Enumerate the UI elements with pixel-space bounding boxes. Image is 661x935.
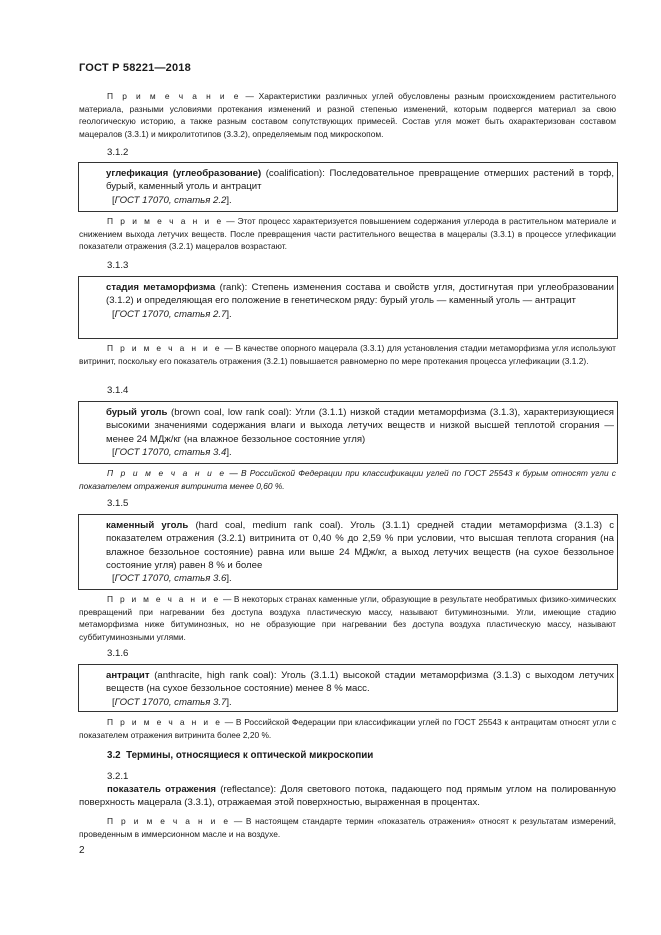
term-box (78, 514, 618, 590)
note-paragraph (79, 342, 616, 367)
note-text: — В Российской Федерации при классификации углей по ГОСТ 25543 к антрацитам относят угли с показателем отражения витринита более 2,20 %. (79, 717, 617, 740)
note-paragraph (79, 815, 616, 840)
term-text: (reflectance): Доля светового потока, падающего под прямым углом на полированную поверхность мацерала (3.3.1), отражаемая этой поверхностью, выраженная в процентах. (79, 784, 616, 809)
reference-text: ГОСТ 17070, статья 3.4 (114, 446, 227, 458)
note-paragraph (79, 716, 616, 741)
term-box (78, 401, 618, 464)
note-text: — В Российской Федерации при классификации углей по ГОСТ 25543 к бурым относят угли с показателем отражения витринита менее 0,60 %. (79, 468, 616, 491)
term-definition (82, 519, 614, 572)
note-text: — Характеристики различных углей обусловлены разным происхождением растительного материала, разными условиями протекания изменений и разной степенью изменений, которым подвергся материал за свою геологическую историю, а также разным составом сопутствующих примесей. Состав угля может быть охарактеризован составом мацералов (3.3.1) и микролитотипов (3.3.2), определяемым под микроскопом. (79, 91, 616, 139)
term-box (78, 162, 618, 212)
note-label: П р и м е ч а н и е (107, 468, 227, 478)
term-name: каменный уголь (106, 520, 189, 531)
note-paragraph (79, 215, 616, 253)
document-header: ГОСТ Р 58221—2018 (79, 62, 191, 74)
note-text: — В настоящем стандарте термин «показатель отражения» относят к результатам измерений, проведенным в иммерсионном масле и на воздухе. (79, 816, 617, 839)
term-text: (rank): Степень изменения состава и свойств угля, достигнутая при углеобразовании (3.1.2) и определяющая его положение в генетическом ряду: бурый уголь — каменный уголь — антрацит (106, 282, 614, 307)
term-definition (82, 406, 614, 446)
term-name: углефикация (углеобразование) (106, 168, 262, 179)
reference-text: ГОСТ 17070, статья 2.7 (114, 308, 227, 320)
term-definition (79, 783, 616, 810)
term-text: (anthracite, high rank coal): Уголь (3.1.1) высокой стадии метаморфизма (3.1.3) с выходом летучих веществ (на сухое беззольное состояние) менее 8 % масс. (106, 670, 614, 695)
note-text: — В качестве опорного мацерала (3.3.1) для установления стадии метаморфизма угля используют витринит, поскольку его показатель отражения (3.2.1) повышается равномерно по мере протекания процесса углефикации (3.1.2). (79, 343, 616, 366)
term-name: бурый уголь (106, 407, 168, 418)
note-label: П р и м е ч а н и е (107, 816, 231, 826)
term-box (78, 664, 618, 712)
term-text: (brown coal, low rank coal): Угли (3.1.1) низкой стадии метаморфизма (3.1.3), характеризующиеся высокими значениями содержания влаги и выхода летучих веществ и низкой высшей теплотой сгорания — менее 24 МДж/кг (на влажное беззольное состояние угля) (106, 407, 614, 445)
term-name: стадия метаморфизма (106, 282, 216, 293)
term-definition (82, 167, 614, 194)
section-number: 3.2 (107, 750, 121, 761)
note-label: П р и м е ч а н и е (107, 594, 221, 604)
reference-text: ГОСТ 17070, статья 2.2 (114, 194, 227, 206)
page-number: 2 (79, 845, 85, 856)
note-paragraph (79, 467, 616, 492)
term-box (78, 276, 618, 339)
term-reference: [ГОСТ 17070, статья 2.7]. (112, 308, 232, 320)
note-paragraph (79, 593, 616, 643)
term-number: 3.1.4 (107, 385, 129, 396)
note-label: П р и м е ч а н и е (107, 717, 223, 727)
section-title: Термины, относящиеся к оптической микроскопии (126, 750, 374, 761)
term-number: 3.1.2 (107, 147, 129, 158)
reference-text: ГОСТ 17070, статья 3.6 (114, 573, 227, 585)
note-text: — В некоторых странах каменные угли, образующие в результате необратимых физико-химических превращений при нагревании без доступа воздуха пластическую массу, называют битуминозными. Угли, имеющие стадию метаморфизма ниже битуминозных, но не образующие при нагревании без доступа воздуха пластическую массу, называют суббитуминозными углями. (79, 594, 617, 642)
term-definition (82, 669, 614, 696)
term-reference: [ГОСТ 17070, статья 3.6]. (112, 573, 232, 585)
term-number: 3.1.5 (107, 498, 129, 509)
term-text: (hard coal, medium rank coal). Уголь (3.1.1) средней стадии метаморфизма (3.1.3) с показателем отражения (3.2.1) витринита от 0,40 % до 2,59 % при условии, что высшая теплота сгорания (на влажное беззольное состояние) равна или выше 24 МДж/кг, а выход летучих веществ (на сухое беззольное состояние угля) равен 8 % и более (106, 520, 615, 571)
note-paragraph (79, 90, 616, 140)
term-reference: [ГОСТ 17070, статья 3.7]. (112, 696, 232, 708)
term-name: показатель отражения (107, 784, 216, 795)
term-name: антрацит (106, 670, 150, 681)
term-reference: [ГОСТ 17070, статья 2.2]. (112, 194, 232, 206)
note-label: П р и м е ч а н и е (107, 343, 222, 353)
term-reference: [ГОСТ 17070, статья 3.4]. (112, 446, 232, 458)
term-number: 3.2.1 (107, 771, 129, 782)
term-number: 3.1.6 (107, 648, 129, 659)
term-definition (82, 281, 614, 308)
note-text: — Этот процесс характеризуется повышением содержания углерода в растительном материале и снижением выхода летучих веществ. После превращения части растительного вещества в мацералы (3.3.1) в процессе углефикации показатели отражения (3.2.1) мацералов возрастают. (79, 216, 617, 252)
reference-text: ГОСТ 17070, статья 3.7 (114, 696, 227, 708)
note-label: П р и м е ч а н и е (107, 216, 224, 226)
section-heading (107, 750, 373, 761)
term-number: 3.1.3 (107, 260, 129, 271)
term-text: (coalification): Последовательное превращение отмерших растений в торф, бурый, каменный уголь и антрацит (106, 168, 614, 193)
note-label: П р и м е ч а н и е (107, 91, 241, 101)
